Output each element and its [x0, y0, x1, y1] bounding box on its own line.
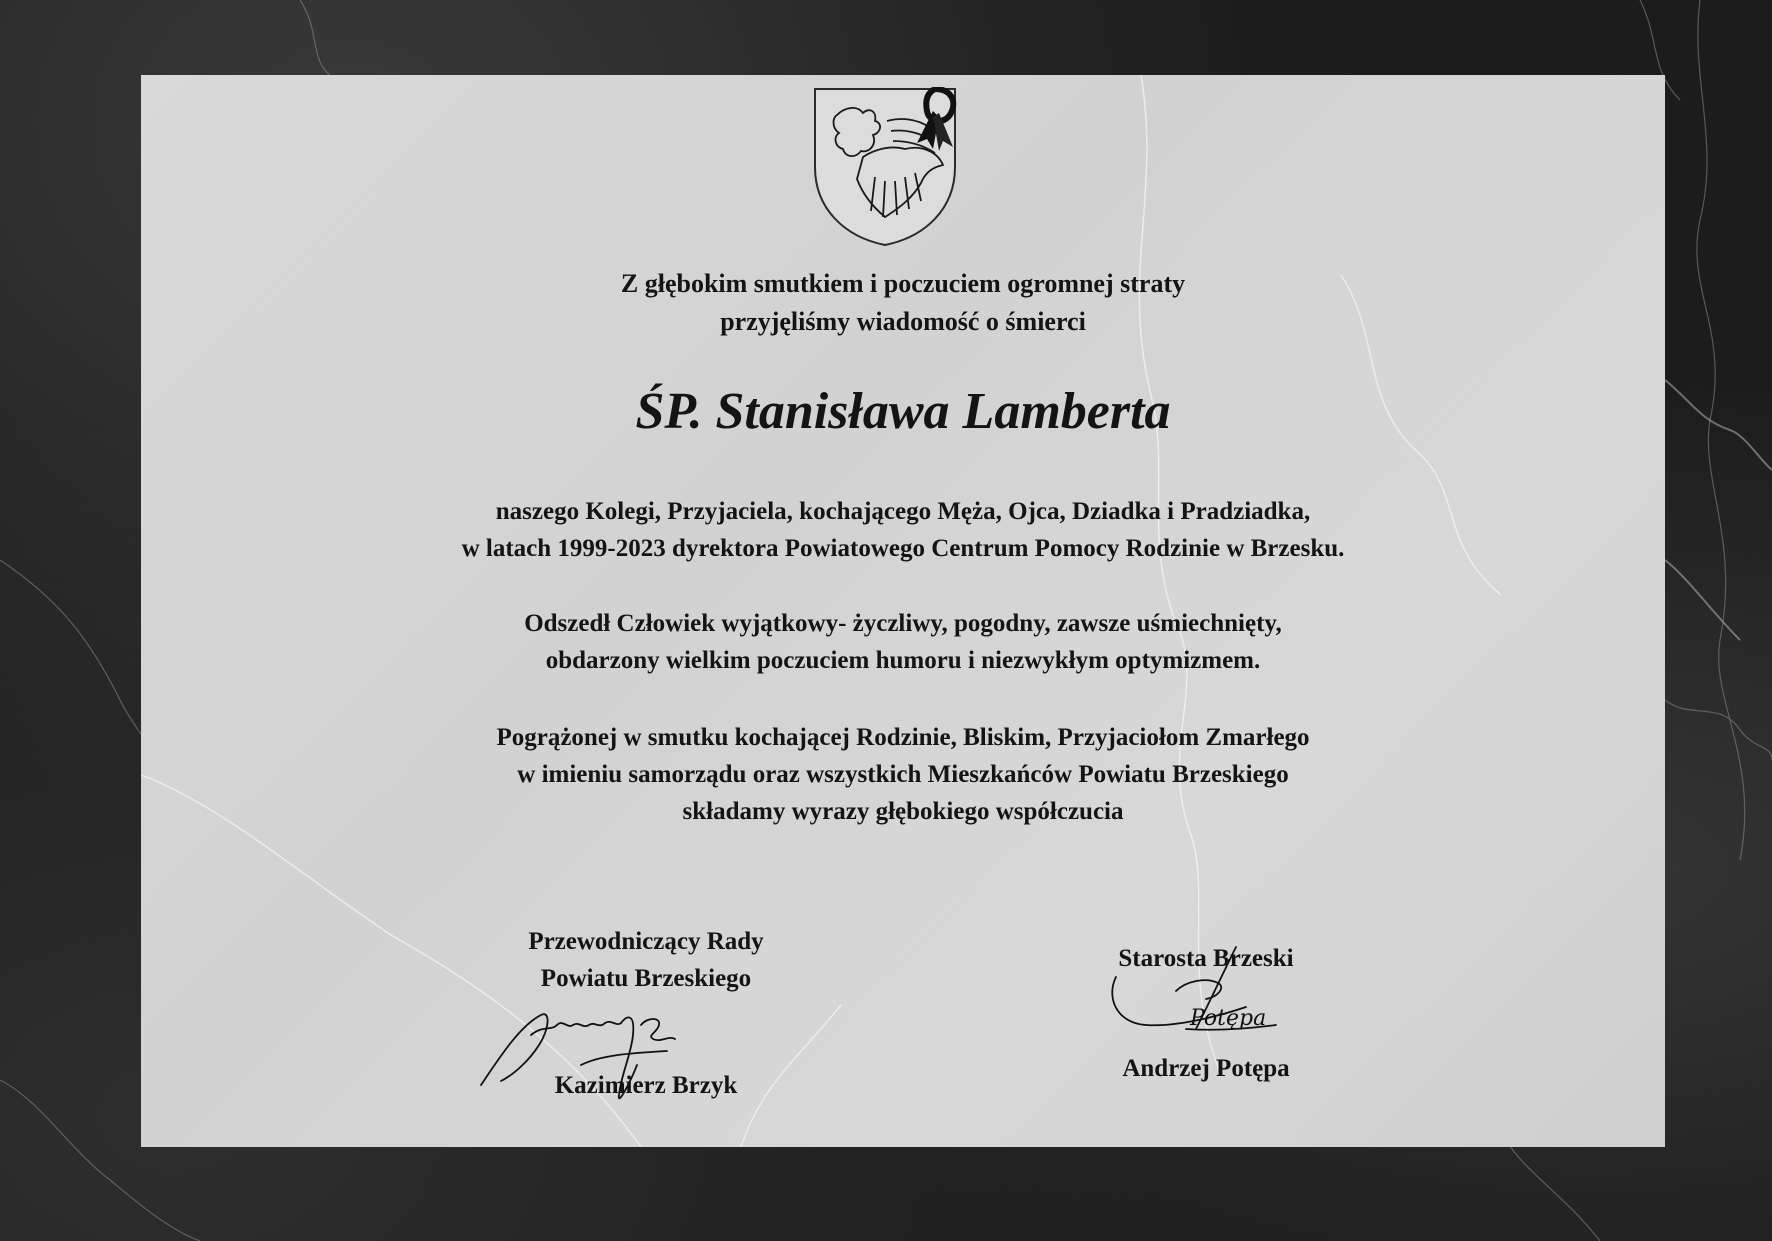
intro-text: [141, 265, 1665, 341]
paragraph-line: Pogrążonej w smutku kochającej Rodzinie, Bliskim, Przyjaciołom Zmarłego: [496, 724, 1310, 751]
signature-right: [1086, 937, 1286, 1047]
paragraph-line: obdarzony wielkim poczuciem humoru i niezwykłym optymizmem.: [545, 647, 1261, 674]
paragraph-line: naszego Kolegi, Przyjaciela, kochającego Męża, Ojca, Dziadka i Pradziadka,: [495, 498, 1311, 525]
intro-line-1: Z głębokim smutkiem i poczuciem ogromnej straty: [620, 269, 1186, 298]
signatory-right-title: Starosta Brzeski: [1118, 945, 1294, 972]
coat-of-arms-icon: [805, 87, 965, 247]
paragraph-line: w imieniu samorządu oraz wszystkich Mieszkańców Powiatu Brzeskiego: [517, 761, 1289, 788]
signature-right-text: Potępa: [1190, 1006, 1267, 1031]
paragraph-character: [141, 605, 1665, 679]
signatory-right-name: Andrzej Potępa: [1122, 1055, 1290, 1082]
signatory-left-title-line-2: Powiatu Brzeskiego: [540, 965, 752, 992]
signatory-left-name: Kazimierz Brzyk: [554, 1072, 738, 1099]
signatory-left-title-line-1: Przewodniczący Rady: [528, 928, 764, 955]
paragraph-relationship: [141, 493, 1665, 567]
signatory-left-title: [466, 923, 826, 997]
condolence-card: [141, 75, 1665, 1147]
paragraph-line: składamy wyrazy głębokiego współczucia: [682, 798, 1124, 825]
paragraph-condolences: [141, 719, 1665, 830]
paragraph-line: Odszedł Człowiek wyjątkowy- życzliwy, pogodny, zawsze uśmiechnięty,: [524, 610, 1282, 637]
deceased-name: ŚP. Stanisława Lamberta: [635, 383, 1171, 440]
paragraph-line: w latach 1999-2023 dyrektora Powiatowego Centrum Pomocy Rodzinie w Brzesku.: [461, 535, 1345, 562]
intro-line-2: przyjęliśmy wiadomość o śmierci: [720, 307, 1086, 336]
